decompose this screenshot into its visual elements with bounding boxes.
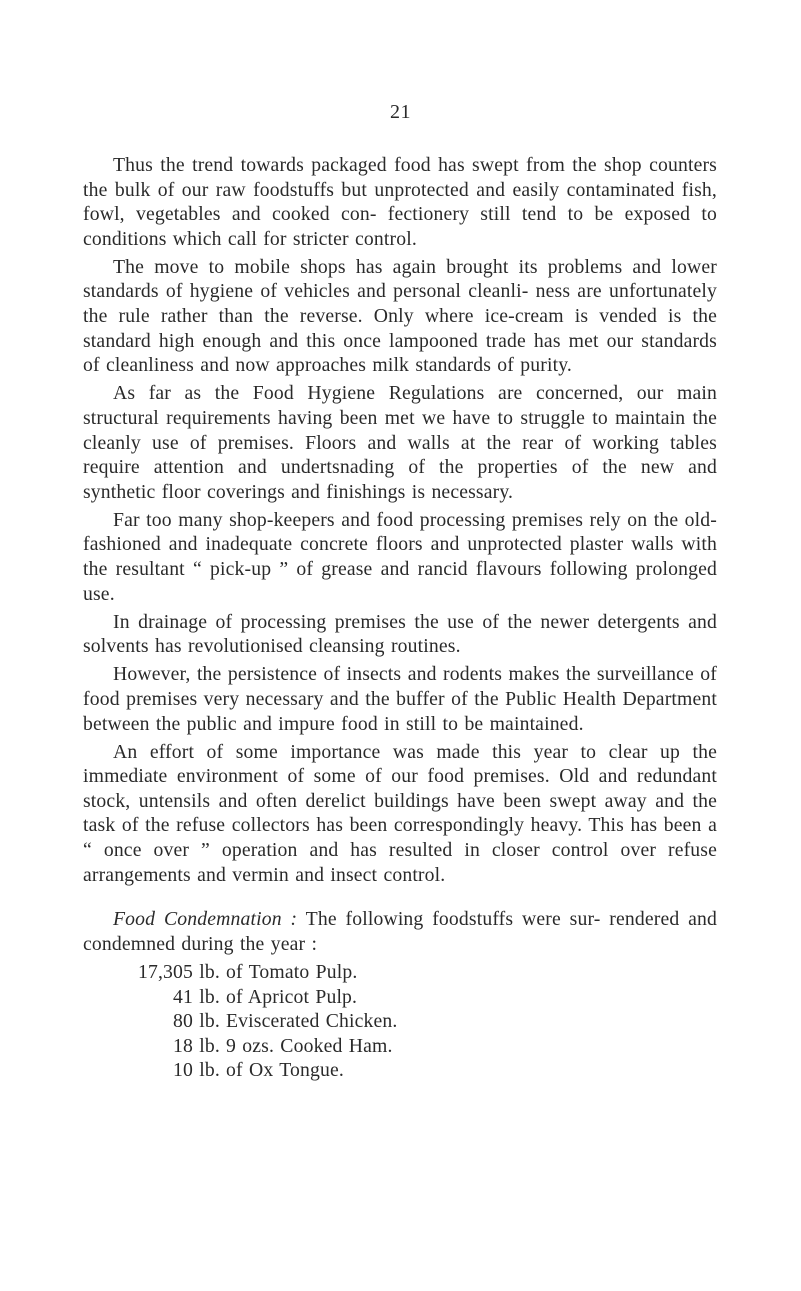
paragraph-floors-and-walls: Far too many shop-keepers and food processing premises rely on the old-fashioned and inadequate concrete floors and unprotected plaster walls with the resultant “ pick-up ” of grease and rancid flavours following prolonged use.	[83, 508, 717, 605]
item-description: of Ox Tongue.	[226, 1059, 344, 1082]
list-item	[83, 985, 717, 1010]
item-quantity: 41 lb.	[173, 985, 220, 1008]
condemned-foodstuffs-list	[83, 960, 717, 1083]
list-item	[83, 1009, 717, 1034]
list-item	[83, 1058, 717, 1083]
list-item	[83, 960, 717, 985]
paragraph-environment-clearance: An effort of some importance was made this year to clear up the immediate environment of some of our food premises. Old and redundant stock, untensils and often derelict buildings have been swept away and the task of the refuse collectors has been correspondingly heavy. This has been a “ once over ” operation and has resulted in closer control over refuse arrangements and vermin and insect control.	[83, 740, 717, 886]
item-description: of Tomato Pulp.	[226, 960, 358, 983]
paragraph-packaged-food: Thus the trend towards packaged food has swept from the shop counters the bulk of our raw foodstuffs but unprotected and easily contaminated fish, fowl, vegetables and cooked con- fectionery still tend to be exposed to conditions which call for stricter control.	[83, 154, 717, 250]
food-condemnation-intro: The following foodstuffs were sur- rendered and condemned during the year :	[83, 908, 718, 955]
body-text	[83, 153, 717, 1083]
paragraph-food-hygiene-regulations: As far as the Food Hygiene Regulations are concerned, our main structural requirements having been met we have to struggle to maintain the cleanly use of premises. Floors and walls at the rear of working tables require attention and undertsnading of the properties of the new and synthetic floor coverings and finishings is necessary.	[83, 382, 717, 503]
paragraph-drainage: In drainage of processing premises the use of the newer detergents and solvents has revolutionised cleansing routines.	[83, 610, 717, 658]
paragraph-insects-and-rodents: However, the persistence of insects and rodents makes the surveillance of food premises very necessary and the buffer of the Public Health Department between the public and impure food in still to be maintained.	[83, 663, 717, 735]
item-quantity: 17,305 lb.	[138, 960, 220, 983]
item-quantity: 80 lb.	[173, 1010, 220, 1033]
item-description: 9 ozs. Cooked Ham.	[226, 1034, 393, 1057]
page-number: 21	[390, 101, 411, 123]
item-quantity: 10 lb.	[173, 1059, 220, 1082]
paragraph-food-condemnation	[83, 907, 717, 956]
item-quantity: 18 lb.	[173, 1034, 220, 1057]
paragraph-mobile-shops: The move to mobile shops has again brought its problems and lower standards of hygiene of vehicles and personal cleanli- ness are unfortunately the rule rather than the reverse. Only where ice-cream is vended is the standard high enough and this once lampooned trade has met our standards of cleanliness and now approaches milk standards of purity.	[83, 255, 717, 377]
item-description: of Apricot Pulp.	[226, 985, 358, 1008]
list-item	[83, 1034, 717, 1059]
food-condemnation-heading: Food Condemnation :	[113, 908, 298, 931]
item-description: Eviscerated Chicken.	[226, 1010, 398, 1033]
